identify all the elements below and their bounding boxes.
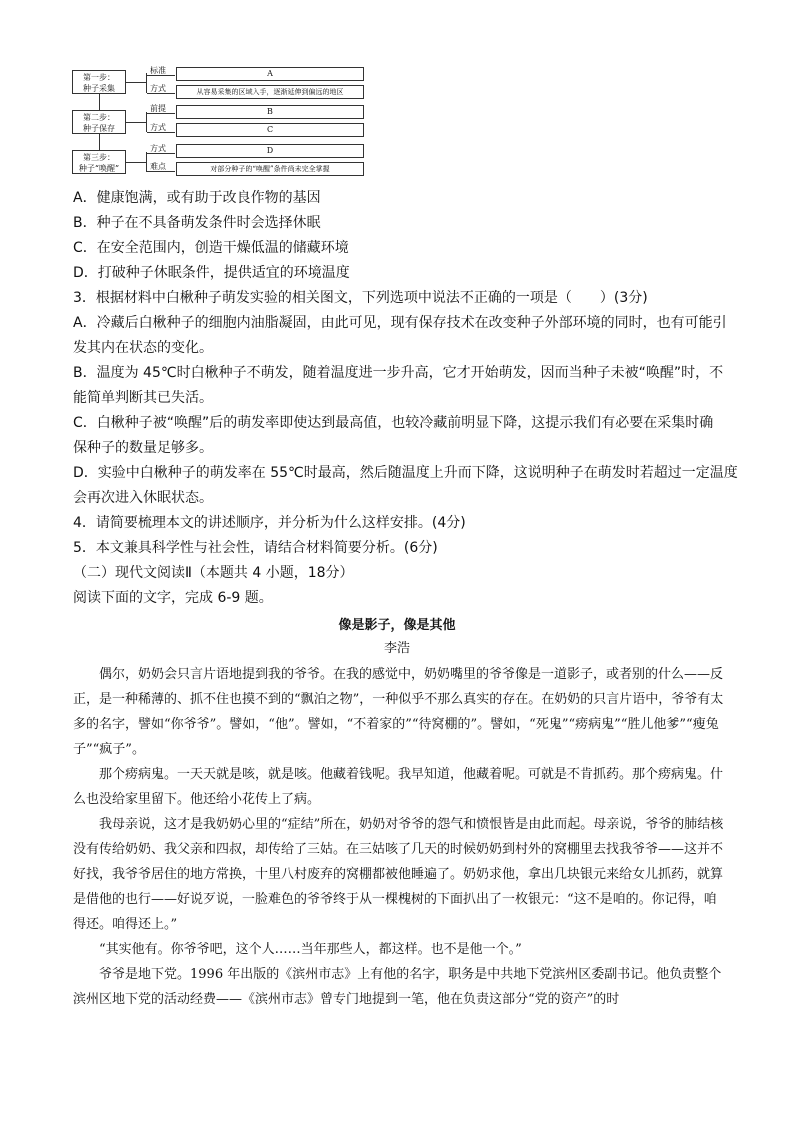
q2-option-b: B．种子在不具备萌发条件时会选择休眠 [73, 215, 321, 231]
story-paragraph-4: “其实他有。你爷爷吧，这个人……当年那些人，都这样。也不是他一个。” [99, 942, 522, 957]
story-paragraph-1: 偶尔，奶奶会只言片语地提到我的爷爷。在我的感觉中，奶奶嘴里的爷爷像是一道影子，或者别的什么——反正，是一种稀薄的、抓不住也摸不到的“飘泊之物”，一种似乎不那么真实的存在。在奶奶的只言片语中，爷爷有太多的名字，譬如“你爷爷”。譬如，“他”。譬如，“不着家的”“待窝棚的”。譬如，“死鬼”“痨病鬼”“胜儿他爹”“瘦兔子”“疯子”。 [73, 667, 724, 757]
q3-option-b-line2: 能简单判断其已失活。 [73, 390, 213, 406]
label-difficulty: 难点 [150, 162, 166, 171]
step3-line2: 种子“唤醒” [78, 164, 120, 173]
step2-box [72, 110, 126, 134]
step3-box [72, 150, 126, 174]
story-paragraph-3: 我母亲说，这才是我奶奶心里的“症结”所在，奶奶对爷爷的怨气和愤恨皆是由此而起。母亲说，爷爷的肺结核没有传给奶奶、我父亲和四叔，却传给了三姑。在三姑咳了几天的时候奶奶到村外的窝棚里去找我爷爷——这并不好找，我爷爷居住的地方常换，十里八村废弃的窝棚都被他睡遍了。奶奶求他，拿出几块银元来给女儿抓药，就算是借他的也行——好说歹说，一脸难色的爷爷终于从一棵槐树的下面扒出了一枚银元：“这不是咱的。你记得，咱得还。咱得还上。” [73, 817, 724, 932]
q3-option-d-line1: D．实验中白楸种子的萌发率在 55℃时最高，然后随温度上升而下降，这说明种子在萌发时若超过一定温度 [73, 465, 738, 481]
q2-option-a: A．健康饱满，或有助于改良作物的基因 [73, 190, 321, 206]
question-5: 5．本文兼具科学性与社会性，请结合材料简要分析。(6分) [73, 540, 438, 556]
step1-line2: 种子采集 [83, 84, 115, 93]
story-paragraph-5: 爷爷是地下党。1996 年出版的《滨州市志》上有他的名字，职务是中共地下党滨州区委副书记。他负责整个滨州区地下党的活动经费——《滨州市志》曾专门地提到一笔，他在负责这部分“党的资产”的时 [73, 967, 722, 1007]
q3-option-b-line1: B．温度为 45℃时白楸种子不萌发，随着温度进一步升高，它才开始萌发，因而当种子未被“唤醒”时，不 [73, 365, 724, 381]
q3-option-d-line2: 会再次进入休眠状态。 [73, 490, 213, 506]
q3-option-a-line1: A．冷藏后白楸种子的细胞内油脂凝固，由此可见，现有保存技术在改变种子外部环境的同时，也有可能引 [73, 315, 727, 331]
box-wake-difficulty: 对部分种子的“唤醒”条件尚未完全掌握 [176, 162, 364, 176]
section-header: （二）现代文阅读Ⅱ（本题共 4 小题，18分） [73, 565, 354, 581]
seed-process-diagram [72, 66, 364, 178]
step2-line2: 种子保存 [83, 124, 115, 133]
question-4: 4．请简要梳理本文的讲述顺序，并分析为什么这样安排。(4分) [73, 515, 466, 531]
label-standard: 标准 [150, 66, 166, 75]
q3-option-c-line2: 保种子的数量足够多。 [73, 440, 213, 456]
step2-line1: 第二步： [83, 113, 115, 122]
q3-option-c-line1: C．白楸种子被“唤醒”后的萌发率即使达到最高值，也较冷藏前明显下降，这提示我们有必要在采集时确 [73, 415, 714, 431]
label-method-3: 方式 [150, 144, 166, 153]
label-method-2: 方式 [150, 123, 166, 132]
box-C: C [176, 123, 364, 137]
box-collect-method: 从容易采集的区域入手，逐渐延伸到偏远的地区 [176, 85, 364, 99]
q3-option-a-line2: 发其内在状态的变化。 [73, 340, 213, 356]
step1-line1: 第一步： [83, 73, 115, 82]
story-author: 李浩 [383, 641, 410, 656]
label-premise: 前提 [150, 104, 166, 113]
reading-instruction: 阅读下面的文字，完成 6-9 题。 [73, 590, 273, 606]
story-title: 像是影子，像是其他 [338, 618, 456, 633]
step1-box [72, 70, 126, 94]
q3-stem: 3．根据材料中白楸种子萌发实验的相关图文，下列选项中说法不正确的一项是（ ）(3分) [73, 290, 648, 306]
box-B: B [176, 105, 364, 119]
step3-line1: 第三步： [83, 153, 115, 162]
box-A: A [176, 67, 364, 81]
q2-option-c: C．在安全范围内，创造干燥低温的储藏环境 [73, 240, 349, 256]
story-paragraph-2: 那个痨病鬼。一天天就是咳，就是咳。他藏着钱呢。我早知道，他藏着呢。可就是不肯抓药。那个痨病鬼。什么也没给家里留下。他还给小花传上了病。 [73, 767, 724, 807]
q2-option-d: D．打破种子休眠条件，提供适宜的环境温度 [73, 265, 350, 281]
box-D: D [176, 144, 364, 158]
label-method-1: 方式 [150, 84, 166, 93]
